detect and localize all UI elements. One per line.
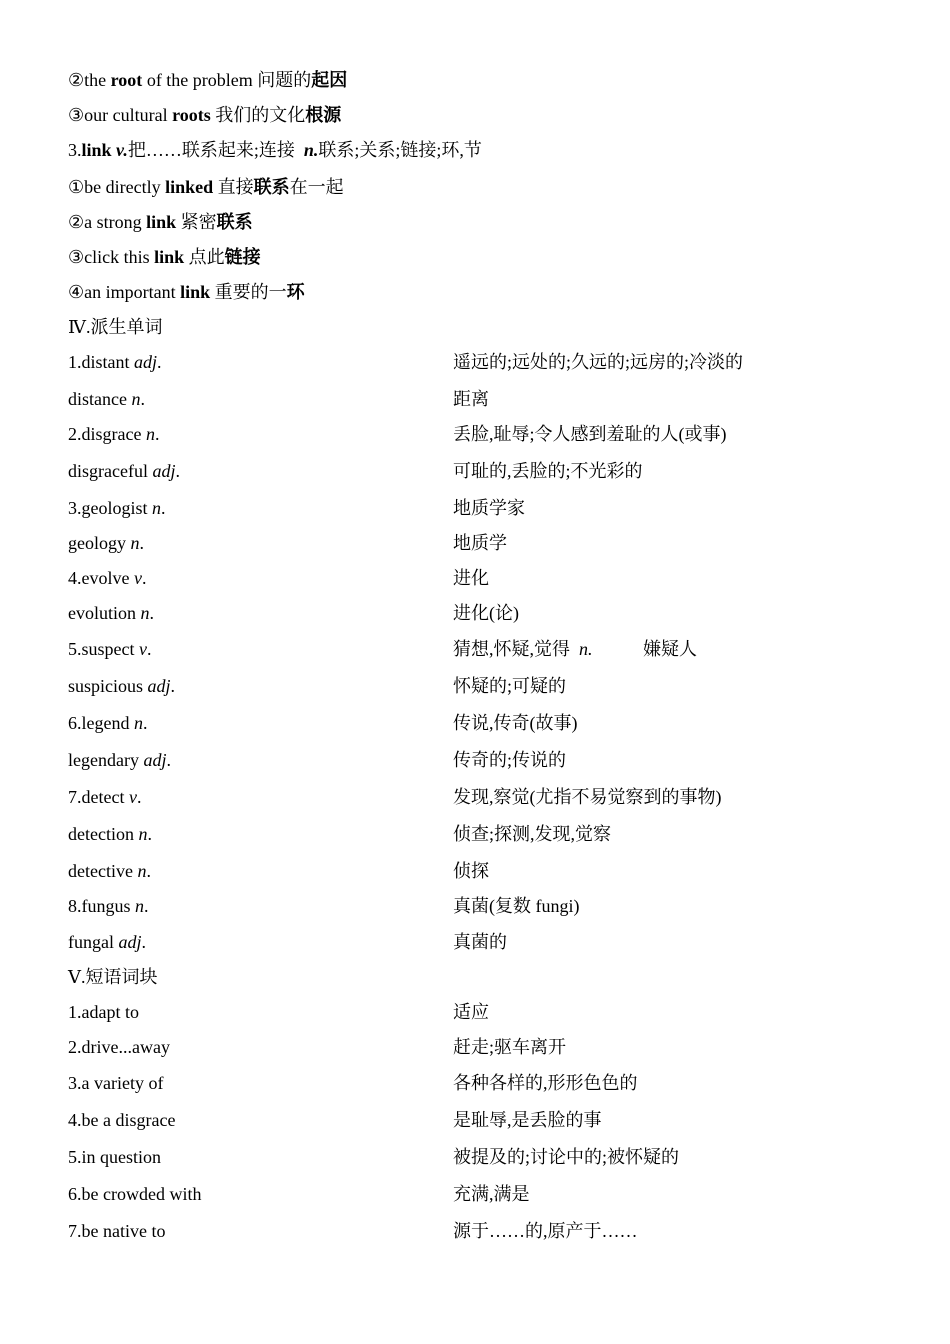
derived-word-definition: 传说,传奇(故事) (453, 713, 578, 733)
derived-word-definition: 猜想,怀疑,觉得 n. (453, 639, 593, 659)
derived-word-term: 5.suspect v. (68, 639, 152, 659)
derived-word-term: fungal adj. (68, 932, 146, 952)
derived-word-definition: 发现,察觉(尤指不易觉察到的事物) (453, 787, 722, 807)
phrase-term: 7.be native to (68, 1221, 166, 1241)
derived-word-definition: 可耻的,丢脸的;不光彩的 (453, 461, 643, 481)
derived-word-definition: 进化 (453, 568, 489, 588)
derived-word-definition: 侦探 (453, 861, 489, 881)
phrase-definition: 各种各样的,形形色色的 (453, 1073, 638, 1093)
link-example-2: ②a strong link 紧密联系 (68, 212, 253, 232)
derived-word-definition: 地质学家 (453, 498, 525, 518)
phrase-definition: 充满,满是 (453, 1184, 530, 1204)
derived-word-definition: 距离 (453, 389, 489, 409)
derived-word-term: legendary adj. (68, 750, 171, 770)
link-example-4: ④an important link 重要的一环 (68, 282, 305, 302)
derived-word-term: 2.disgrace n. (68, 424, 160, 444)
link-example-3: ③click this link 点此链接 (68, 247, 261, 267)
derived-word-definition: 传奇的;传说的 (453, 750, 567, 770)
derived-word-term: 1.distant adj. (68, 352, 162, 372)
phrase-term: 4.be a disgrace (68, 1110, 176, 1130)
derived-word-term: 7.detect v. (68, 787, 142, 807)
phrase-definition: 被提及的;讨论中的;被怀疑的 (453, 1147, 680, 1167)
derived-word-definition: 怀疑的;可疑的 (453, 676, 567, 696)
phrase-definition: 源于……的,原产于…… (453, 1221, 638, 1241)
derived-word-definition-noun: 嫌疑人 (643, 639, 697, 659)
root-example-2: ②the root of the problem 问题的起因 (68, 70, 348, 90)
derived-word-definition: 真菌(复数 fungi) (453, 896, 580, 916)
section-heading-derived-words: Ⅳ.派生单词 (68, 317, 163, 337)
section-heading-phrases: Ⅴ.短语词块 (68, 967, 158, 987)
link-entry-heading: 3.link v.把……联系起来;连接 n.联系;关系;链接;环,节 (68, 140, 482, 160)
derived-word-definition: 真菌的 (453, 932, 507, 952)
derived-word-term: distance n. (68, 389, 145, 409)
phrase-definition: 是耻辱,是丢脸的事 (453, 1110, 602, 1130)
derived-word-term: 3.geologist n. (68, 498, 166, 518)
derived-word-term: detection n. (68, 824, 152, 844)
derived-word-term: 6.legend n. (68, 713, 148, 733)
phrase-term: 1.adapt to (68, 1002, 139, 1022)
derived-word-term: geology n. (68, 533, 144, 553)
phrase-term: 6.be crowded with (68, 1184, 202, 1204)
link-example-1: ①be directly linked 直接联系在一起 (68, 177, 344, 197)
derived-word-term: 4.evolve v. (68, 568, 147, 588)
derived-word-definition: 侦查;探测,发现,觉察 (453, 824, 612, 844)
derived-word-definition: 地质学 (453, 533, 507, 553)
phrase-term: 3.a variety of (68, 1073, 164, 1093)
derived-word-definition: 遥远的;远处的;久远的;远房的;冷淡的 (453, 352, 744, 372)
derived-word-term: suspicious adj. (68, 676, 176, 696)
derived-word-term: 8.fungus n. (68, 896, 149, 916)
phrase-definition: 适应 (453, 1002, 489, 1022)
derived-word-definition: 丢脸,耻辱;令人感到羞耻的人(或事) (453, 424, 727, 444)
derived-word-definition: 进化(论) (453, 603, 519, 623)
root-example-3: ③our cultural roots 我们的文化根源 (68, 105, 342, 125)
phrase-term: 2.drive...away (68, 1037, 170, 1057)
phrase-definition: 赶走;驱车离开 (453, 1037, 567, 1057)
list-marker: ② (68, 70, 85, 90)
derived-word-term: detective n. (68, 861, 151, 881)
derived-word-term: disgraceful adj. (68, 461, 180, 481)
phrase-term: 5.in question (68, 1147, 161, 1167)
derived-word-term: evolution n. (68, 603, 154, 623)
